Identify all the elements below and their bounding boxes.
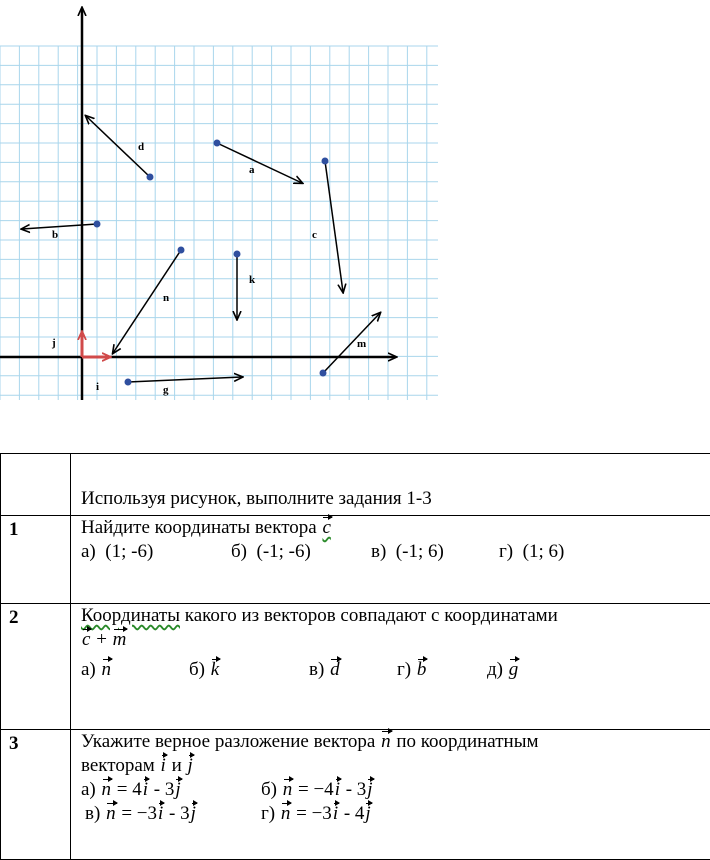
label-a: a [249, 164, 255, 176]
task-row-3 [1, 730, 710, 860]
task-number: 3 [1, 730, 71, 860]
header-row [1, 454, 710, 516]
vector-c [322, 158, 344, 293]
answer-option[interactable]: б) k [189, 658, 309, 682]
grid [0, 46, 438, 400]
answer-option[interactable]: г) (1; 6) [499, 540, 564, 564]
task-row-1 [1, 516, 710, 604]
answer-option[interactable]: в) n = −3i - 3j [85, 802, 261, 826]
label-b: b [52, 229, 58, 241]
task-3-options-row-2 [81, 802, 706, 826]
answer-option[interactable]: в) d [309, 658, 397, 682]
vector-g [125, 377, 243, 386]
answer-option[interactable]: г) b [397, 658, 487, 682]
answer-option[interactable]: а) n [81, 658, 189, 682]
label-n: n [163, 292, 169, 304]
vector-a [214, 140, 303, 184]
label-k: k [249, 274, 256, 286]
label-j: j [51, 337, 56, 349]
header-cell [71, 454, 710, 516]
answer-option[interactable]: г) n = −3i - 4j [261, 802, 372, 826]
task-3-question: Укажите верное разложение вектора n по координатным [81, 730, 706, 754]
vector-b [22, 221, 101, 230]
vector-diagram [0, 0, 440, 410]
vector-c-symbol: c [321, 516, 331, 540]
task-1-options [81, 540, 706, 564]
task-row-2 [1, 604, 710, 730]
task-2-sum: c + m [81, 628, 706, 652]
header-text: Используя рисунок, выполните задания 1-3 [81, 488, 432, 509]
task-1-question: Найдите координаты вектора c [81, 516, 706, 540]
answer-option[interactable]: а) n = 4i - 3j [81, 778, 261, 802]
task-2-cell [71, 604, 710, 730]
task-3-question-line2: векторам i и j [81, 754, 706, 778]
label-m: m [357, 338, 366, 350]
label-c: c [312, 229, 317, 241]
vector-m [320, 313, 381, 377]
header-num-cell [1, 454, 71, 516]
task-number: 1 [1, 516, 71, 604]
label-d: d [138, 141, 144, 153]
answer-option[interactable]: д) g [487, 658, 519, 682]
label-i: i [96, 381, 99, 393]
task-2-question: Координаты какого из векторов совпадают с координатами [81, 604, 706, 628]
task-1-cell [71, 516, 710, 604]
task-number: 2 [1, 604, 71, 730]
answer-option[interactable]: в) (-1; 6) [371, 540, 499, 564]
label-g: g [163, 384, 169, 396]
answer-option[interactable]: б) (-1; -6) [231, 540, 371, 564]
answer-option[interactable]: б) n = −4i - 3j [261, 778, 374, 802]
task-3-cell [71, 730, 710, 860]
task-2-options [81, 658, 706, 682]
task-3-options-row-1 [81, 778, 706, 802]
vector-k [234, 251, 241, 320]
answer-option[interactable]: а) (1; -6) [81, 540, 231, 564]
task-table [0, 453, 710, 860]
